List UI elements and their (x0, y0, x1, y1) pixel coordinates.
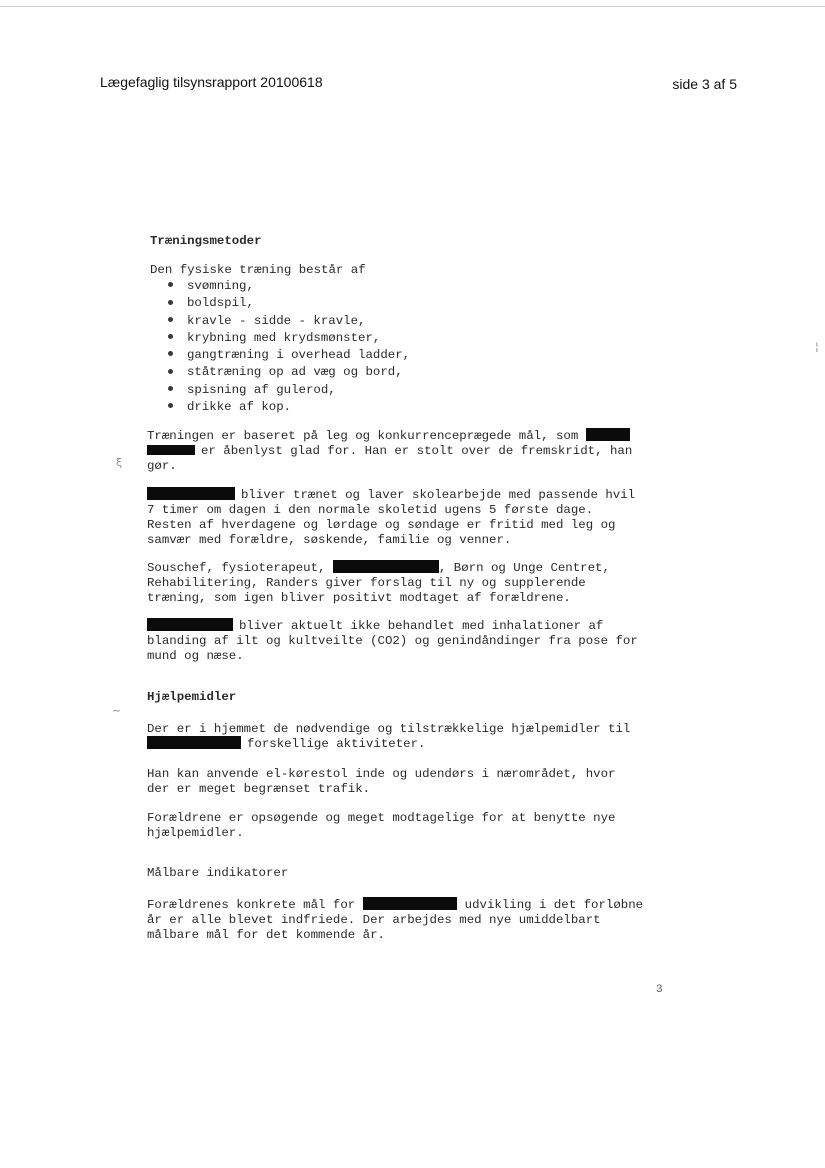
redaction-bar (586, 428, 630, 441)
redaction-bar (147, 618, 233, 631)
paragraph-text: samvær med forældre, søskende, familie og venner. (147, 533, 512, 547)
section-heading-aids: Hjælpemidler (147, 690, 237, 704)
list-item (168, 313, 410, 330)
paragraph-line (147, 897, 643, 913)
list-item (168, 399, 410, 416)
list-item (168, 347, 410, 364)
footer-page-number: 3 (656, 984, 663, 996)
redaction-bar (363, 897, 457, 910)
training-list (168, 278, 410, 416)
section-heading-training: Træningsmetoder (150, 234, 262, 248)
paragraph-text: blanding af ilt og kultveilte (CO2) og genindåndinger fra pose for (147, 634, 638, 648)
list-item-text: kravle - sidde - kravle, (187, 313, 366, 328)
paragraph-text: Souschef, fysioterapeut, (147, 561, 326, 575)
paragraph-text: udvikling i det forløbne (464, 898, 644, 912)
paragraph-line (147, 487, 635, 503)
paragraph-text: bliver aktuelt ikke behandlet med inhalationer af (239, 619, 604, 633)
paragraph-text: Forældrene er opsøgende og meget modtagelige for at benytte nye (147, 811, 616, 825)
bullet-icon (168, 351, 173, 356)
redaction-bar (147, 487, 235, 500)
paragraph-text: Træningen er baseret på leg og konkurrenceprægede mål, som (147, 429, 579, 443)
scan-artifact: ξ (116, 456, 123, 469)
bullet-icon (168, 403, 173, 408)
bullet-icon (168, 317, 173, 322)
scan-artifact: ~ (112, 704, 122, 717)
paragraph-line (147, 560, 610, 576)
paragraph-text: 7 timer om dagen i den normale skoletid ugens 5 første dage. (147, 503, 594, 517)
scan-artifact: ¦ (815, 340, 819, 353)
bullet-icon (168, 334, 173, 339)
list-item-text: spisning af gulerod, (187, 382, 336, 397)
training-intro: Den fysiske træning består af (150, 263, 366, 277)
paragraph-line (147, 428, 630, 444)
paragraph-text: forskellige aktiviteter. (247, 737, 426, 751)
list-item-text: boldspil, (187, 296, 254, 311)
paragraph-text: Rehabilitering, Randers giver forslag til ny og supplerende (147, 576, 586, 590)
redaction-bar (333, 560, 439, 573)
list-item-text: gangtræning i overhead ladder, (187, 348, 411, 363)
list-item-text: krybning med krydsmønster, (187, 330, 381, 345)
paragraph-text: er åbenlyst glad for. Han er stolt over de fremskridt, han (201, 444, 633, 458)
paragraph-text: bliver trænet og laver skolearbejde med passende hvil (241, 488, 636, 502)
list-item (168, 295, 410, 312)
paragraph-text: år er alle blevet indfriede. Der arbejdes med nye umiddelbart (147, 913, 601, 927)
paragraph-text: gør. (147, 459, 177, 473)
scan-edge-line (0, 6, 825, 7)
paragraph-text: Der er i hjemmet de nødvendige og tilstrækkelige hjælpemidler til (147, 722, 631, 736)
list-item-text: drikke af kop. (187, 400, 292, 415)
list-item-text: svømning, (187, 279, 254, 293)
paragraph-text: træning, som igen bliver positivt modtaget af forældrene. (147, 591, 571, 605)
list-item-text: ståtræning op ad væg og bord, (187, 365, 403, 380)
paragraph-text: hjælpemidler. (147, 826, 244, 840)
list-item (168, 330, 410, 347)
list-item (168, 382, 410, 399)
paragraph-text: , Børn og Unge Centret, (438, 561, 610, 575)
redaction-bar (147, 736, 241, 749)
paragraph-text: målbare mål for det kommende år. (147, 928, 385, 942)
list-item (168, 278, 410, 295)
paragraph-line (147, 618, 603, 634)
section-heading-indicators: Målbare indikatorer (147, 866, 289, 880)
list-item (168, 364, 410, 381)
bullet-icon (168, 369, 173, 374)
paragraph-text: Han kan anvende el-kørestol inde og udendørs i nærområdet, hvor (147, 767, 616, 781)
paragraph-text: mund og næse. (147, 649, 244, 663)
bullet-icon (168, 386, 173, 391)
bullet-icon (168, 300, 173, 305)
redaction-bar (147, 445, 195, 455)
report-title: Lægefaglig tilsynsrapport 20100618 (100, 74, 323, 90)
paragraph-line (147, 443, 632, 459)
paragraph-line (147, 736, 425, 752)
bullet-icon (168, 282, 173, 287)
paragraph-text: Forældrenes konkrete mål for (147, 898, 356, 912)
paragraph-text: der er meget begrænset trafik. (147, 782, 371, 796)
page-info: side 3 af 5 (672, 76, 737, 92)
paragraph-text: Resten af hverdagene og lørdage og søndage er fritid med leg og (147, 518, 616, 532)
